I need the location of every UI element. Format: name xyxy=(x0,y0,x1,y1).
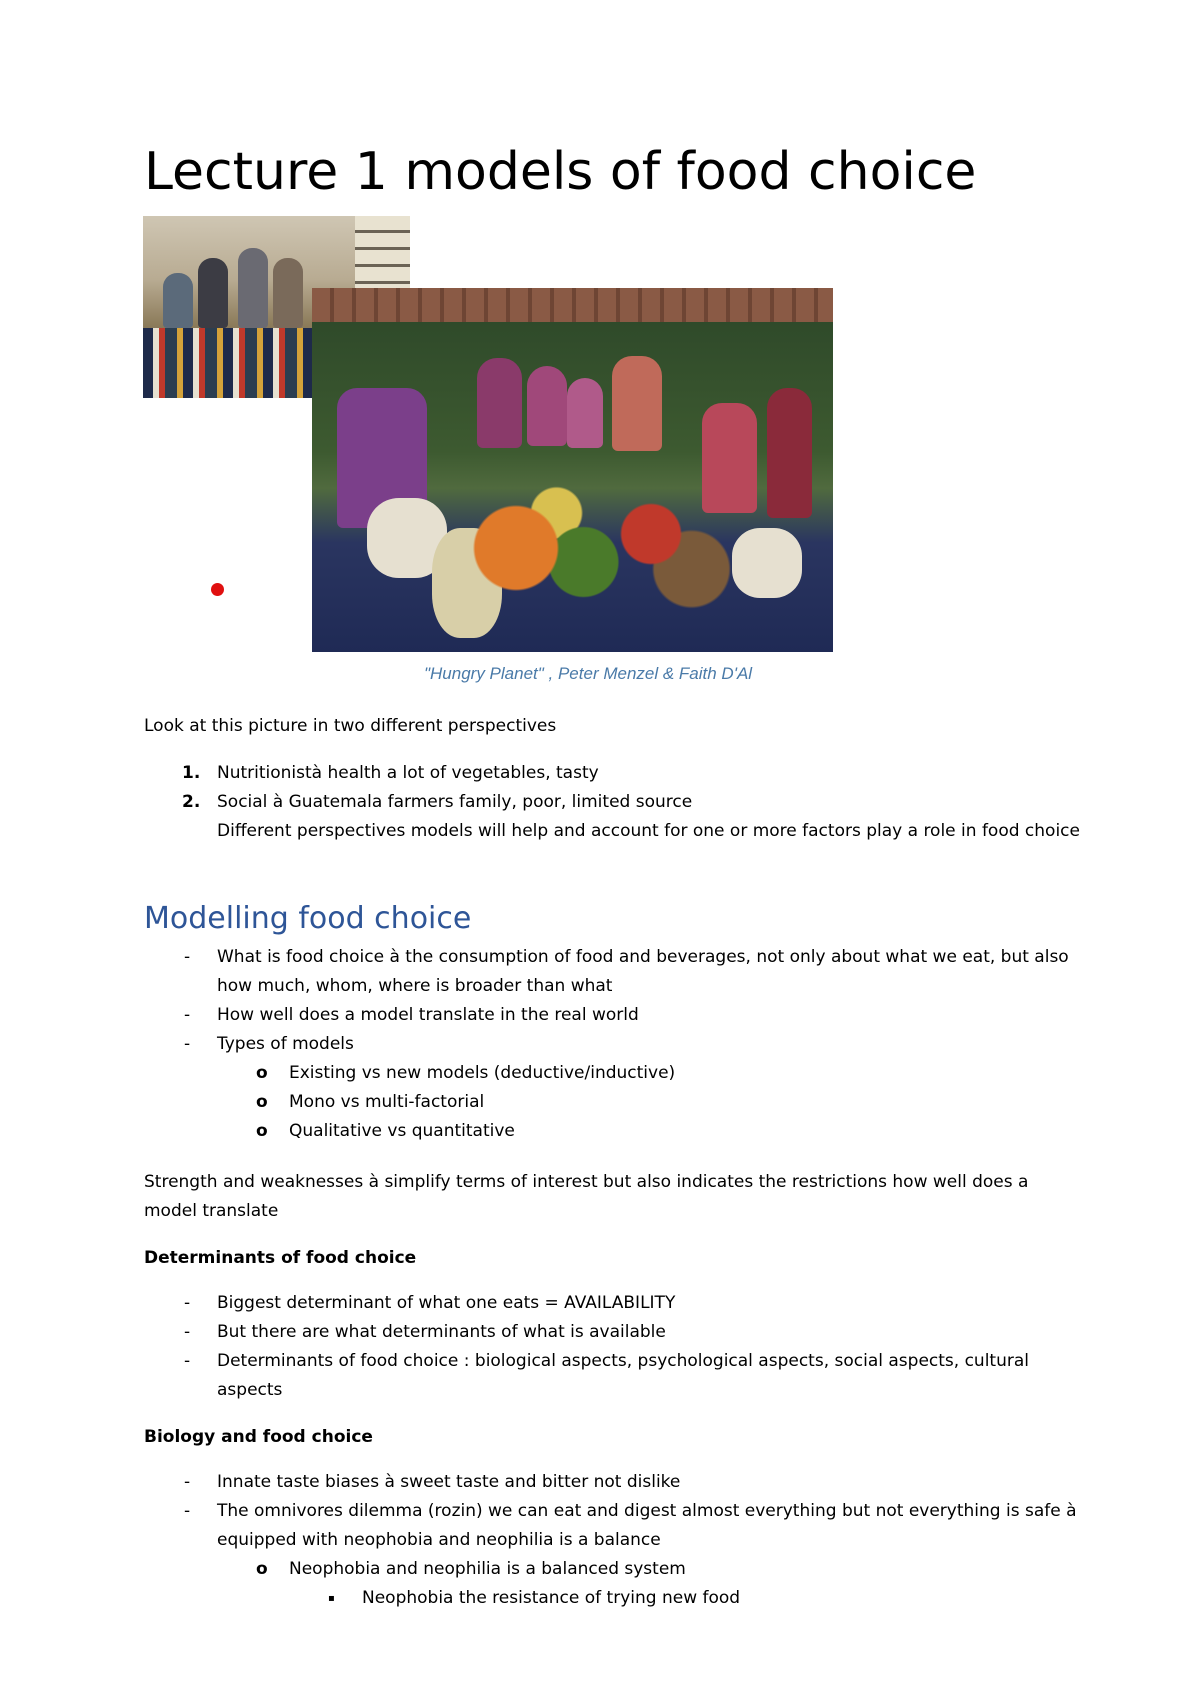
vegetable-display xyxy=(462,478,732,618)
section-heading-modelling: Modelling food choice xyxy=(144,901,472,936)
list-item: - Biggest determinant of what one eats = AVAILABILITY xyxy=(184,1293,676,1313)
list-item: - Types of models xyxy=(184,1034,354,1054)
list-item: 2. Social à Guatemala farmers family, poor, limited source xyxy=(182,792,693,812)
list-item: ▪ Neophobia the resistance of trying new food xyxy=(328,1588,741,1608)
guatemala-family-photo xyxy=(312,288,833,652)
list-item: o Qualitative vs quantitative xyxy=(256,1121,515,1141)
strength-text: Strength and weaknesses à simplify terms of interest but also indicates the restrictions how well does a model translate xyxy=(144,1172,1029,1221)
section-heading-determinants: Determinants of food choice xyxy=(144,1248,417,1268)
list-item: - But there are what determinants of what is available xyxy=(184,1322,666,1342)
list-item: o Neophobia and neophilia is a balanced system xyxy=(256,1559,686,1579)
modelling-list xyxy=(144,943,1084,1146)
perspectives-list xyxy=(144,759,1084,846)
page-title: Lecture 1 models of food choice xyxy=(144,142,977,202)
determinants-list xyxy=(144,1289,1084,1405)
list-item: - What is food choice à the consumption of food and beverages, not only about what we eat, but also how much, whom, where is broader than what xyxy=(184,947,1069,996)
list-item: - Determinants of food choice : biological aspects, psychological aspects, social aspects, cultural aspects xyxy=(184,1351,1029,1400)
list-item: - How well does a model translate in the real world xyxy=(184,1005,639,1025)
intro-text: Look at this picture in two different perspectives xyxy=(144,716,557,736)
list-item: - Innate taste biases à sweet taste and bitter not dislike xyxy=(184,1472,681,1492)
red-dot-marker xyxy=(211,583,224,596)
section-heading-biology: Biology and food choice xyxy=(144,1427,373,1447)
list-item: o Existing vs new models (deductive/inductive) xyxy=(256,1063,676,1083)
perspectives-note: Different perspectives models will help and account for one or more factors play a role in food choice xyxy=(217,821,1080,841)
biology-list xyxy=(144,1468,1084,1613)
photo-caption: "Hungry Planet" , Peter Menzel & Faith D'Al xyxy=(424,664,753,683)
list-item: o Mono vs multi-factorial xyxy=(256,1092,485,1112)
list-item: - The omnivores dilemma (rozin) we can eat and digest almost everything but not everything is safe à equipped with neophobia and neophilia is a balance xyxy=(184,1501,1077,1550)
list-item: 1. Nutritionistà health a lot of vegetables, tasty xyxy=(182,763,599,783)
